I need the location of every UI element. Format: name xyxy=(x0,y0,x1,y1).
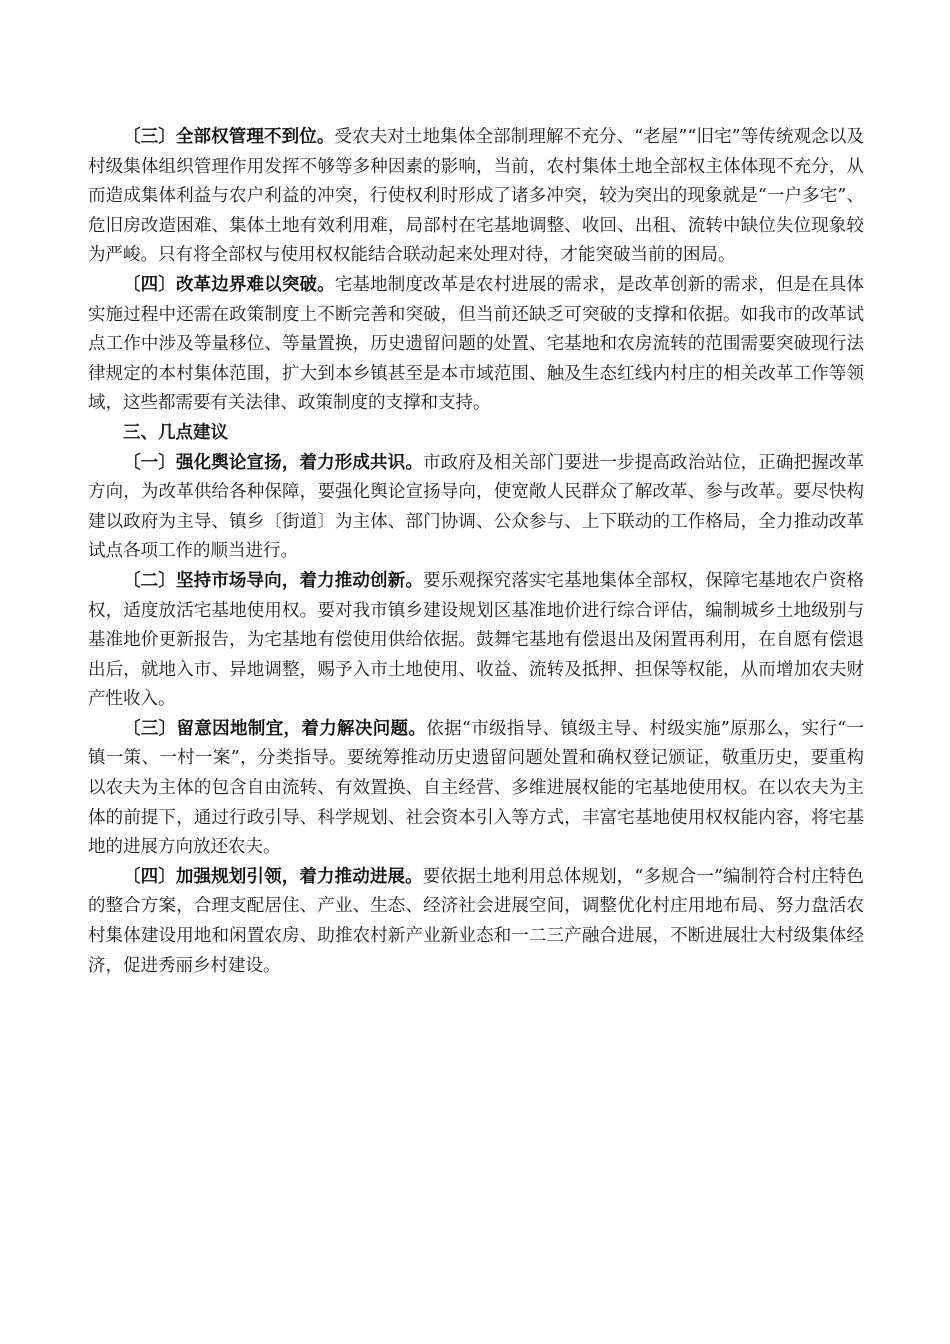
paragraph-body: 受农夫对土地集体全部制理解不充分、“老屋”“旧宅”等传统观念以及村级集体组织管理作用发挥不够等多种因素的影响，当前，农村集体土地全部权主体体现不充分，从而造成集体利益与农户利益的冲突，行使权利时形成了诸多冲突，较为突出的现象就是“一户多宅”、危旧房改造困难、集体土地有效利用难，局部村在宅基地调整、收回、出租、流转中缺位失位现象较为严峻。只有将全部权与使用权权能结合联动起来处理对待，才能突破当前的困局。 xyxy=(88,127,865,266)
suggestion-publicity-consensus xyxy=(88,449,864,567)
suggestion-body: 要依据土地利用总体规划，“多规合一”编制符合村庄特色的整合方案，合理支配居住、产业、生态、经济社会进展空间，调整优化村庄用地布局、努力盘活农村集体建设用地和闲置农房、助推农村新产业新业态和一二三产融合进展，不断进展壮大村级集体经济，促进秀丽乡村建设。 xyxy=(88,866,864,976)
suggestion-heading: 〔一〕强化舆论宣扬，着力形成共识。 xyxy=(123,452,423,473)
suggestion-market-innovation xyxy=(88,567,864,715)
suggestion-local-conditions xyxy=(88,715,864,863)
paragraph-ownership-management xyxy=(88,123,864,271)
suggestion-heading: 〔四〕加强规划引领，着力推动进展。 xyxy=(123,866,423,887)
suggestion-body: 市政府及相关部门要进一步提高政治站位，正确把握改革方向，为改革供给各种保障，要强化舆论宣扬导向，使宽敞人民群众了解改革、参与改革。要尽快构建以政府为主导、镇乡〔街道〕为主体、部门协调、公众参与、上下联动的工作格局，全力推动改革试点各项工作的顺当进行。 xyxy=(88,452,865,562)
suggestion-planning-guidance xyxy=(88,863,864,981)
suggestion-heading: 〔三〕留意因地制宜，着力解决问题。 xyxy=(123,718,427,739)
suggestion-heading: 〔二〕坚持市场导向，着力推动创新。 xyxy=(123,570,423,591)
paragraph-heading: 〔三〕全部权管理不到位。 xyxy=(123,127,335,147)
document-page xyxy=(88,123,864,981)
section-title-suggestions: 三、几点建议 xyxy=(123,422,228,443)
paragraph-reform-boundary xyxy=(88,271,864,419)
paragraph-body: 宅基地制度改革是农村进展的需求，是改革创新的需求，但是在具体实施过程中还需在政策制度上不断完善和突破，但当前还缺乏可突破的支撑和依据。如我市的改革试点工作中涉及等量移位、等量置换，历史遗留问题的处置、宅基地和农房流转的范围需要突破现行法律规定的本村集体范围，扩大到本乡镇甚至是本市域范围、触及生态红线内村庄的相关改革工作等领域，这些都需要有关法律、政策制度的支撑和支持。 xyxy=(88,274,865,414)
suggestion-body: 要乐观探究落实宅基地集体全部权，保障宅基地农户资格权，适度放活宅基地使用权。要对我市镇乡建设规划区基准地价进行综合评估，编制城乡土地级别与基准地价更新报告，为宅基地有偿使用供给依据。鼓舞宅基地有偿退出及闲置再利用，在自愿有偿退出后，就地入市、异地调整，赐予入市土地使用、收益、流转及抵押、担保等权能，从而增加农夫财产性收入。 xyxy=(88,570,865,710)
suggestion-body: 依据“市级指导、镇级主导、村级实施”原那么，实行“一镇一策、一村一案”，分类指导。要统筹推动历史遗留问题处置和确权登记颁证，敬重历史，要重构以农夫为主体的包含自由流转、有效置换、自主经营、多维进展权能的宅基地使用权。在以农夫为主体的前提下，通过行政引导、科学规划、社会资本引入等方式，丰富宅基地使用权权能内容，将宅基地的进展方向放还农夫。 xyxy=(88,718,864,858)
paragraph-heading: 〔四〕改革边界难以突破。 xyxy=(123,274,335,295)
